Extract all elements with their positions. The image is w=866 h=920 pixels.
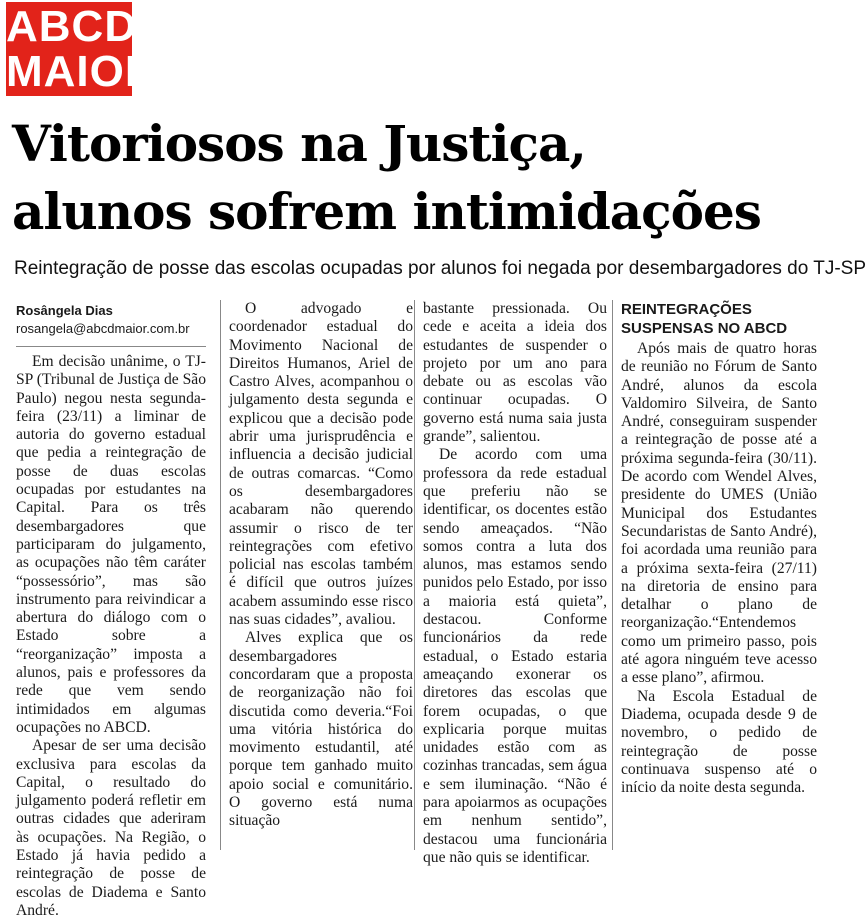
headline-line-2: alunos sofrem intimidações — [12, 182, 761, 241]
paragraph: Após mais de quatro horas de reunião no Fórum de Santo André, alunos da escola Valdomiro Silveira, de Santo André, conseguiram suspender a reintegração de posse até a próxima segunda-feira (30/11). De acordo com Wendel Alves, presidente do UMES (União Municipal dos Estudantes Secundaristas de Santo André), foi acordada uma reunião para a próxima sexta-feira (27/11) na diretoria de ensino para detalhar o plano de reorganização.“Entendemos como um primeiro passo, pois até agora ninguém teve acesso a esse plano”, afirmou. — [621, 340, 817, 687]
article-subheadline: Reintegração de posse das escolas ocupadas por alunos foi negada por desembargadores do TJ-SP — [14, 258, 866, 279]
byline-email[interactable]: rosangela@abcdmaior.com.br — [16, 321, 190, 336]
headline-line-1: Vitoriosos na Justiça, — [12, 114, 586, 173]
paragraph: O advogado e coordenador estadual do Movimento Nacional de Direitos Humanos, Ariel de Castro Alves, acompanhou o julgamento desta segunda e explicou que a decisão pode abrir uma jurisprudência e influencia a decisão judicial de outras comarcas. “Como os desembargadores acabaram não querendo assumir o risco de ter reintegrações com efetivo policial nas escolas também é difícil que outros juízes acabem assumindo esse risco nas suas cidades”, avaliou. — [229, 300, 413, 629]
paragraph: De acordo com uma professora da rede estadual que preferiu não se identificar, os docentes estão sendo ameaçados. “Não somos contra a luta dos alunos, mas estamos sendo punidos pelo Estado, por isso a maioria está quieta”, destacou. Conforme funcionários da rede estadual, o Estado estaria ameaçando exonerar os diretores das escolas que forem ocupadas, o que explicaria porque muitas unidades estão com as cozinhas trancadas, sem água e sem iluminação. “Não é para apoiarmos as ocupações em nenhum sentido”, destacou uma funcionária que não quis se identificar. — [423, 446, 607, 866]
section-title: REINTEGRAÇÕES SUSPENSAS NO ABCD — [621, 301, 788, 337]
byline-author: Rosângela Dias — [16, 303, 113, 318]
article-column-1 — [16, 300, 206, 919]
brand-logo — [6, 2, 158, 96]
paragraph: bastante pressionada. Ou cede e aceita a ideia dos estudantes de suspender o projeto por um ano para debate ou as escolas vão continuar ocupadas. O governo está numa saia justa grande”, salientou. — [423, 300, 607, 446]
article-column-3 — [414, 300, 607, 866]
paragraph: Alves explica que os desembargadores concordaram que a proposta de reorganização não foi discutida como deveria.“Foi uma vitória histórica do movimento estudantil, até porque tem ganhado muito apoio social e comunitário. O governo está numa situação — [229, 629, 413, 830]
article-column-2 — [220, 300, 413, 850]
paragraph: Em decisão unânime, o TJ-SP (Tribunal de Justiça de São Paulo) negou nesta segunda-feira (23/11) a liminar de autoria do governo estadual que pedia a reintegração de posse de duas escolas ocupadas por estudantes na Capital. Para os três desembargadores que participaram do julgamento, as ocupações não têm caráter “possessório”, mas são instrumento para reivindicar a abertura do diálogo com o Estado sobre a “reorganização” imposta a alunos, pais e professores da rede que vem sendo intimidados em algumas ocupações no ABCD. — [16, 353, 206, 736]
article-headline — [12, 110, 812, 246]
paragraph: Na Escola Estadual de Diadema, ocupada desde 9 de novembro, o pedido de reintegração de posse continuava suspenso até o início da noite desta segunda. — [621, 687, 817, 797]
paragraph: Apesar de ser uma decisão exclusiva para escolas da Capital, o resultado do julgamento poderá refletir em outras cidades que aderiram às ocupações. Na Região, o Estado já havia pedido a reintegração de posse de escolas de Diadema e Santo André. — [16, 737, 206, 919]
logo-line-1: ABCD — [6, 2, 138, 51]
logo-line-2: MAIOR — [6, 47, 158, 96]
byline-divider — [16, 346, 206, 347]
article-column-4 — [612, 300, 817, 850]
